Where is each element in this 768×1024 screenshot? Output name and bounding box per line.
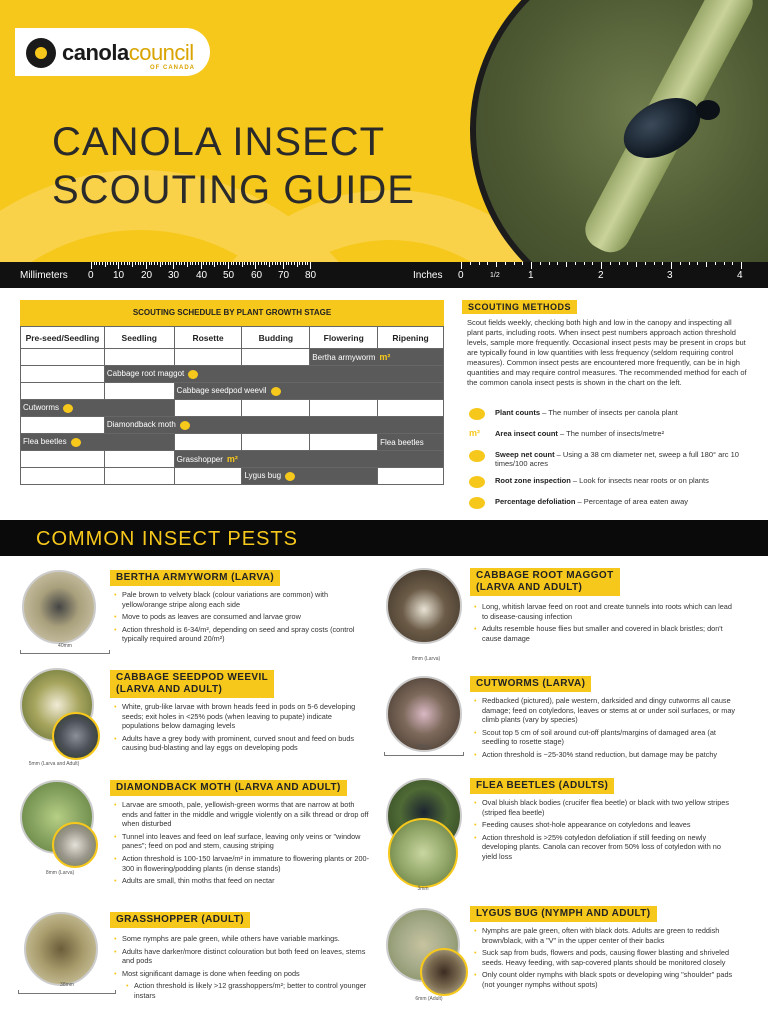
ruler-tick [124, 262, 125, 265]
ruler-tick [299, 262, 300, 265]
list-item: • Adults are small, thin moths that feed on nectar [114, 876, 370, 886]
table-row [21, 349, 444, 366]
ruler-tick [540, 262, 541, 265]
ruler-tick [294, 262, 295, 265]
grasshopper-photo [24, 912, 98, 986]
list-item: • Scout top 5 cm of soil around cut-off plants/margins of damaged area (at seedling to rosette stage) [474, 728, 736, 747]
list-item: • Action threshold is likely >12 grasshoppers/m²; better to control younger instars [126, 981, 370, 1000]
table-row [21, 434, 444, 451]
ruler-tick [592, 262, 593, 265]
ruler-tick [302, 262, 303, 265]
inch-tick-label: 1/2 [490, 272, 500, 279]
ruler-tick [140, 262, 141, 265]
ruler-tick [247, 262, 248, 265]
column-header: Seedling [104, 327, 174, 349]
method-area-count: m² Area insect count – The number of insects/metre² [467, 429, 747, 446]
schedule-header-row [21, 327, 444, 349]
page-title [52, 118, 415, 214]
ruler-tick [138, 262, 139, 265]
area-count-icon: m² [379, 352, 391, 362]
ruler-tick [250, 262, 251, 265]
diamondback-moth-details [114, 800, 370, 889]
ruler-tick [549, 262, 550, 265]
ruler-tick [706, 262, 707, 267]
ruler-tick [307, 262, 308, 265]
list-item: • White, grub-like larvae with brown heads feed in pods on 5-6 developing seeds; exit holes in <25% pods (when leaving to pupate) indicate populations below damaging levels [114, 702, 368, 731]
mm-tick-label: 40 [196, 270, 208, 281]
mm-tick-label: 50 [223, 270, 235, 281]
method-root-zone: Root zone inspection – Look for insects near roots or on plants [467, 476, 747, 493]
flea-beetles-details [474, 798, 736, 865]
inch-tick-label: 3 [667, 270, 673, 281]
scouting-methods-heading: SCOUTING METHODS [462, 300, 577, 314]
grasshopper-details [114, 934, 370, 1004]
scale-caption: 8mm (Larva) [45, 870, 75, 876]
method-defoliation: Percentage defoliation – Percentage of area eaten away [467, 497, 747, 514]
list-item: • Adults resemble house flies but smaller and covered in black bristles; don't cause damage [474, 624, 734, 643]
schedule-heading: SCOUTING SCHEDULE BY PLANT GROWTH STAGE [20, 300, 444, 326]
ruler-tick [96, 262, 97, 265]
ruler-tick [129, 262, 130, 265]
inch-tick-label: 0 [458, 270, 464, 281]
table-row [21, 383, 444, 400]
list-item: • Larvae are smooth, pale, yellowish-green worms that are narrow at both ends and fatter in the middle and wriggle violently on a silk thread or drop off when disturbed [114, 800, 370, 829]
root-zone-icon [188, 370, 198, 379]
method-sweep-net: Sweep net count – Using a 38 cm diameter net, sweep a full 180° arc 10 times/100 acres [467, 450, 747, 472]
cabbage-seedpod-weevil-details [114, 702, 368, 756]
list-item: • Most significant damage is done when feeding on pods [114, 969, 370, 979]
list-item: • Feeding causes shot-hole appearance on cotyledons and leaves [474, 820, 736, 830]
ruler-tick [135, 262, 136, 265]
ruler-tick [470, 262, 471, 265]
beetle-head [696, 100, 720, 120]
ruler-tick [297, 262, 298, 267]
cutworms-title: CUTWORMS (LARVA) [470, 676, 591, 692]
table-row [21, 451, 444, 468]
sweep-net-icon [271, 387, 281, 396]
column-header: Flowering [310, 327, 378, 349]
ruler-tick [184, 262, 185, 265]
ruler-tick [645, 262, 646, 265]
ruler-tick [283, 262, 284, 269]
scouting-methods-intro: Scout fields weekly, checking both high and low in the canopy and inspecting all plant parts, including roots. When insect pest numbers approach action threshold levels, sample more frequently. Occasional insect pests may be present in crops but are typically found in low quantities with less frequency (seldom requiring control measures). Common insect pests are encountered more frequently, can be in high quantities and may require control measures. The recommended method for each of the common canola insect pests is shown in the chart on the left. [467, 318, 747, 387]
ruler-tick [203, 262, 204, 265]
ruler-tick [272, 262, 273, 265]
column-header: Budding [242, 327, 310, 349]
mm-tick-label: 80 [305, 270, 317, 281]
table-row [21, 400, 444, 417]
ruler-tick [105, 262, 106, 267]
ruler-tick [236, 262, 237, 265]
ruler-tick [514, 262, 515, 265]
ruler-tick [288, 262, 289, 265]
mm-tick-label: 0 [88, 270, 94, 281]
ruler-tick [505, 262, 506, 265]
ruler-tick [132, 262, 133, 267]
scale-caption: 38mm [60, 982, 74, 988]
ruler-tick [113, 262, 114, 265]
scale-caption: 3mm [417, 886, 429, 892]
list-item: • Nymphs are pale green, often with black dots. Adults are green to reddish brown/black, with a "V" in the upper center of their backs [474, 926, 736, 945]
ruler-tick [654, 262, 655, 265]
plant-count-icon [469, 408, 485, 420]
ruler-tick [228, 262, 229, 269]
mm-tick-label: 30 [168, 270, 180, 281]
ruler-tick [127, 262, 128, 265]
ruler-tick [662, 262, 663, 265]
root-zone-icon [469, 476, 485, 488]
lygus-bug-details [474, 926, 736, 993]
ruler-tick [173, 262, 174, 269]
cabbage-seedpod-weevil-bar: Cabbage seedpod weevil [174, 383, 443, 400]
column-header: Pre-seed/Seedling [21, 327, 105, 349]
ruler-tick [233, 262, 234, 265]
ruler-tick [522, 262, 523, 265]
list-item: • Suck sap from buds, flowers and pods, causing flower blasting and shriveled seeds. Heavy feeding, with sap-covered plants should be monitored closely [474, 948, 736, 967]
scale-caption: 50mm [417, 744, 431, 750]
list-item: • Some nymphs are pale green, while others have variable markings. [114, 934, 370, 944]
ruler-tick [162, 262, 163, 265]
ruler-tick [217, 262, 218, 265]
cabbage-seedpod-weevil-title: CABBAGE SEEDPOD WEEVIL (LARVA AND ADULT) [110, 670, 274, 698]
bertha-armyworm-bar: Bertha armyworm m² [310, 349, 444, 366]
ruler-tick [146, 262, 147, 269]
ruler-tick [179, 262, 180, 265]
logo-wordmark: canolacouncil [62, 40, 194, 65]
ruler-tick [190, 262, 191, 265]
ruler-tick [479, 262, 480, 265]
mm-tick-label: 70 [278, 270, 290, 281]
grasshopper-bar: Grasshopper m² [174, 451, 443, 468]
ruler-tick [223, 262, 224, 265]
list-item: • Oval bluish black bodies (crucifer flea beetle) or black with two yellow stripes (striped flea beetle) [474, 798, 736, 817]
scale-caption: 5mm (Larva and Adult) [28, 761, 80, 767]
ruler-tick [149, 262, 150, 265]
ruler-tick [291, 262, 292, 265]
sweep-net-icon [180, 421, 190, 430]
ruler-tick [627, 262, 628, 265]
ruler-tick [741, 262, 742, 269]
mm-tick-label: 60 [251, 270, 263, 281]
inches-label: Inches [413, 270, 443, 281]
ruler-tick [168, 262, 169, 265]
cabbage-root-maggot-details [474, 602, 734, 646]
measurement-ruler [0, 262, 768, 288]
cabbage-root-maggot-title: CABBAGE ROOT MAGGOT (LARVA AND ADULT) [470, 568, 620, 596]
lygus-bug-title: LYGUS BUG (NYMPH AND ADULT) [470, 906, 657, 922]
diamondback-moth-title: DIAMONDBACK MOTH (LARVA AND ADULT) [110, 780, 347, 796]
ruler-tick [154, 262, 155, 265]
ruler-tick [610, 262, 611, 265]
ruler-tick [266, 262, 267, 265]
flea-beetles-title: FLEA BEETLES (ADULTS) [470, 778, 614, 794]
list-item: • Long, whitish larvae feed on root and create tunnels into roots which can lead to disease-causing infection [474, 602, 734, 621]
scale-caption: 6mm (Adult) [415, 996, 443, 1002]
ruler-tick [305, 262, 306, 265]
ruler-tick [225, 262, 226, 265]
list-item: • Tunnel into leaves and feed on leaf surface, leaving only veins or "window panes"; feed on pod and stem, causing striping [114, 832, 370, 851]
ruler-tick [286, 262, 287, 265]
scale-caption: 40mm [58, 643, 72, 649]
method-plant-counts: Plant counts – The number of insects per canola plant [467, 408, 747, 425]
defoliation-icon [469, 497, 485, 509]
root-zone-icon [63, 404, 73, 413]
cutworms-details [474, 696, 736, 763]
ruler-tick [255, 262, 256, 269]
ruler-tick [143, 262, 144, 265]
mm-tick-label: 10 [113, 270, 125, 281]
list-item: • Action threshold is 100-150 larvae/m² in immature to flowering plants or 200-300 in flowering/podding plants (in dense stands) [114, 854, 370, 873]
scale-bar [18, 990, 116, 994]
ruler-tick [275, 262, 276, 265]
bertha-armyworm-title: BERTHA ARMYWORM (LARVA) [110, 570, 280, 586]
table-row [21, 417, 444, 434]
ruler-tick [110, 262, 111, 265]
list-item: • Action threshold is ~25-30% stand reduction, but damage may be patchy [474, 750, 736, 760]
flea-beetle-damage-photo [388, 818, 458, 888]
cutworms-bar: Cutworms [21, 400, 175, 417]
ruler-tick [269, 262, 270, 267]
list-item: • Pale brown to velvety black (colour variations are common) with yellow/orange stripe along each side [114, 590, 364, 609]
list-item: • Action threshold is 6-34/m², depending on seed and spray costs (control typically required around 20/m²) [114, 625, 364, 644]
ruler-tick [198, 262, 199, 265]
ruler-tick [181, 262, 182, 265]
inch-tick-label: 4 [737, 270, 743, 281]
flea-beetles-late-bar: Flea beetles [378, 434, 444, 451]
ruler-tick [575, 262, 576, 265]
ruler-tick [487, 262, 488, 265]
logo-subtitle: OF CANADA [150, 65, 195, 71]
ruler-tick [531, 262, 532, 269]
ruler-tick [715, 262, 716, 265]
ruler-tick [732, 262, 733, 265]
ruler-tick [689, 262, 690, 265]
list-item: • Redbacked (pictured), pale western, darksided and dingy cutworms all cause damage; feed on cotyledons, leaves or stems at or under soil surfaces, or may climb plants (vary by species) [474, 696, 736, 725]
title-line-1: CANOLA INSECT [52, 120, 386, 164]
bertha-armyworm-photo [22, 570, 96, 644]
ruler-tick [680, 262, 681, 265]
ruler-tick [121, 262, 122, 265]
ruler-tick [258, 262, 259, 265]
ruler-tick [165, 262, 166, 265]
ruler-tick [619, 262, 620, 265]
scouting-schedule-table [20, 326, 444, 485]
scale-bar [20, 650, 110, 654]
sweep-net-icon [469, 450, 485, 462]
canola-council-logo-icon [26, 38, 56, 68]
ruler-tick [209, 262, 210, 265]
scale-caption: 8mm (Larva) [411, 656, 441, 662]
ruler-tick [697, 262, 698, 265]
inch-tick-label: 2 [598, 270, 604, 281]
ruler-tick [636, 262, 637, 267]
area-count-icon: m² [226, 454, 238, 464]
ruler-tick [91, 262, 92, 269]
list-item: • Only count older nymphs with black spots or developing wing "shoulder" pads (not younger nymphs without spots) [474, 970, 736, 989]
ruler-tick [264, 262, 265, 265]
ruler-tick [242, 262, 243, 267]
ruler-tick [557, 262, 558, 265]
scale-bar [384, 752, 464, 756]
area-count-icon: m² [469, 428, 480, 438]
ruler-tick [201, 262, 202, 269]
ruler-tick [496, 262, 497, 267]
ruler-tick [99, 262, 100, 265]
table-row [21, 468, 444, 485]
ruler-tick [170, 262, 171, 265]
ruler-tick [187, 262, 188, 267]
ruler-tick [601, 262, 602, 269]
scouting-methods-list [467, 408, 747, 518]
ruler-tick [671, 262, 672, 269]
ruler-tick [239, 262, 240, 265]
ruler-tick [94, 262, 95, 265]
ruler-tick [212, 262, 213, 265]
list-item: • Adults have darker/more distinct colouration but both feed on leaves, stems and pods [114, 947, 370, 966]
ruler-tick [310, 262, 311, 269]
ruler-tick [584, 262, 585, 265]
ruler-tick [118, 262, 119, 269]
list-item: • Move to pods as leaves are consumed and larvae grow [114, 612, 364, 622]
ruler-tick [116, 262, 117, 265]
ruler-tick [102, 262, 103, 265]
ruler-tick [461, 262, 462, 269]
ruler-tick [157, 262, 158, 265]
bertha-armyworm-details [114, 590, 364, 647]
ruler-tick [220, 262, 221, 265]
ruler-tick [160, 262, 161, 267]
cabbage-root-maggot-photo [386, 568, 462, 644]
list-item: • Adults have a grey body with prominent, curved snout and feed on buds causing bud-blasting and lay eggs on developing pods [114, 734, 368, 753]
column-header: Ripening [378, 327, 444, 349]
mm-tick-label: 20 [141, 270, 153, 281]
lygus-bug-bar: Lygus bug [242, 468, 378, 485]
grasshopper-title: GRASSHOPPER (ADULT) [110, 912, 250, 928]
cabbage-seedpod-weevil-adult-photo [52, 712, 100, 760]
list-item: • Action threshold is >25% cotyledon defoliation if still feeding on newly developing plants. Canola can recover from 50% loss of cotyledon with no yield loss [474, 833, 736, 862]
cutworms-photo [386, 676, 462, 752]
ruler-tick [277, 262, 278, 265]
ruler-tick [206, 262, 207, 265]
ruler-tick [280, 262, 281, 265]
ruler-tick [244, 262, 245, 265]
table-row [21, 366, 444, 383]
ruler-tick [176, 262, 177, 265]
flea-beetle-photo [470, 0, 768, 262]
sweep-net-icon [285, 472, 295, 481]
flea-beetles-bar: Flea beetles [21, 434, 175, 451]
ruler-tick [151, 262, 152, 265]
ruler-tick [261, 262, 262, 265]
defoliation-icon [71, 438, 81, 447]
ruler-tick [214, 262, 215, 267]
ruler-tick [566, 262, 567, 267]
cabbage-root-maggot-bar: Cabbage root maggot [104, 366, 443, 383]
diamondback-moth-bar: Diamondback moth [104, 417, 443, 434]
ruler-tick [192, 262, 193, 265]
header-banner [0, 0, 768, 262]
ruler-tick [107, 262, 108, 265]
ruler-tick [195, 262, 196, 265]
diamondback-moth-adult-photo [52, 822, 98, 868]
column-header: Rosette [174, 327, 242, 349]
ruler-tick [253, 262, 254, 265]
inch-tick-label: 1 [528, 270, 534, 281]
pests-heading: COMMON INSECT PESTS [36, 528, 298, 550]
ruler-tick [231, 262, 232, 265]
title-line-2: SCOUTING GUIDE [52, 168, 415, 212]
lygus-bug-adult-photo [420, 948, 468, 996]
ruler-tick [724, 262, 725, 265]
millimeters-label: Millimeters [20, 270, 68, 281]
